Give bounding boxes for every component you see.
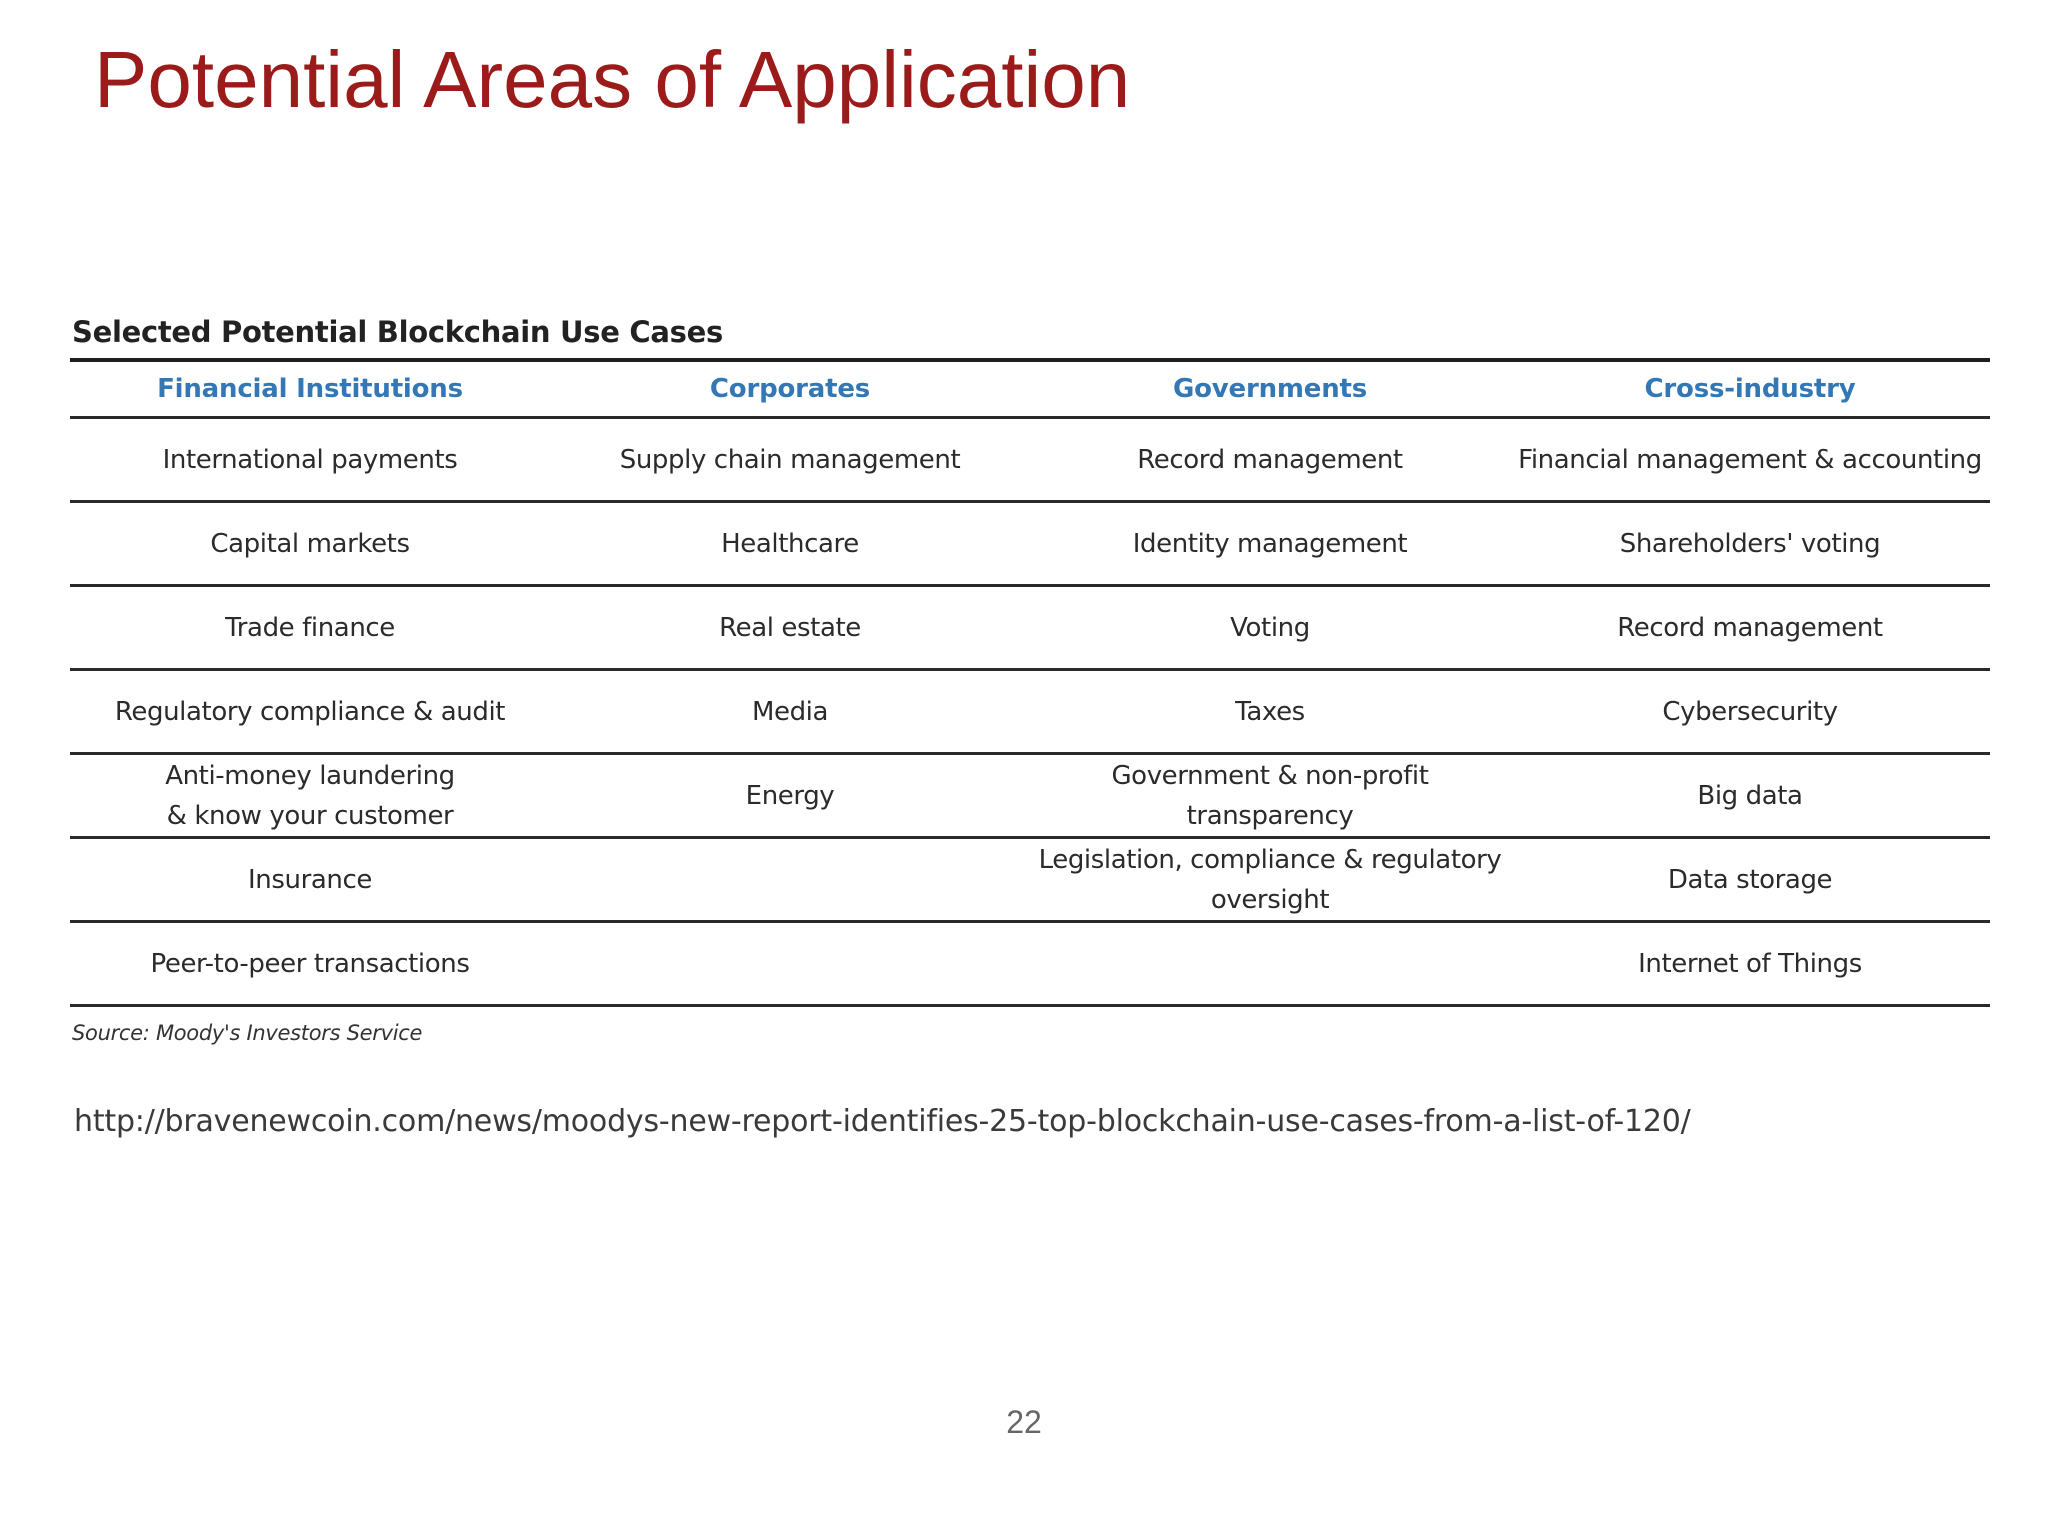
table-row [70,418,1990,502]
table-cell [550,922,1030,1006]
table-cell: Shareholders' voting [1510,502,1990,586]
page-number: 22 [1006,1404,1042,1440]
table-cell: Regulatory compliance & audit [70,670,550,754]
table-cell: Data storage [1510,838,1990,922]
table-cell: Capital markets [70,502,550,586]
table-cell: Trade finance [70,586,550,670]
table-cell [550,838,1030,922]
column-header-governments: Governments [1030,360,1510,418]
table-cell: Peer-to-peer transactions [70,922,550,1006]
table-cell [1030,922,1510,1006]
source-url-link[interactable]: http://bravenewcoin.com/news/moodys-new-report-identifies-25-top-blockchain-use-cases-from-a-list-of-120/ [74,1104,1691,1139]
table-row [70,670,1990,754]
table-cell: Voting [1030,586,1510,670]
table-header-row [70,360,1990,418]
table-cell: Insurance [70,838,550,922]
slide-title: Potential Areas of Application [94,35,1131,124]
table-title: Selected Potential Blockchain Use Cases [72,315,723,349]
table-cell: Cybersecurity [1510,670,1990,754]
table-row [70,502,1990,586]
table-row [70,754,1990,838]
table-cell: Healthcare [550,502,1030,586]
table-cell: Big data [1510,754,1990,838]
table-cell: Taxes [1030,670,1510,754]
table-row [70,838,1990,922]
table-cell: Internet of Things [1510,922,1990,1006]
column-header-cross-industry: Cross-industry [1510,360,1990,418]
use-cases-table [70,358,1990,1007]
table-cell: Anti-money laundering & know your customer [70,754,550,838]
table-cell: Record management [1510,586,1990,670]
table-cell: Real estate [550,586,1030,670]
table-cell: International payments [70,418,550,502]
table-cell: Supply chain management [550,418,1030,502]
table-cell: Government & non-profit transparency [1030,754,1510,838]
table-cell: Identity management [1030,502,1510,586]
column-header-financial-institutions: Financial Institutions [70,360,550,418]
column-header-corporates: Corporates [550,360,1030,418]
use-cases-figure [70,310,1990,1045]
source-note: Source: Moody's Investors Service [72,1021,423,1045]
table-row [70,586,1990,670]
table-cell: Energy [550,754,1030,838]
table-cell: Record management [1030,418,1510,502]
table-cell: Financial management & accounting [1510,418,1990,502]
table-row [70,922,1990,1006]
table-cell: Media [550,670,1030,754]
table-cell: Legislation, compliance & regulatory oversight [1030,838,1510,922]
